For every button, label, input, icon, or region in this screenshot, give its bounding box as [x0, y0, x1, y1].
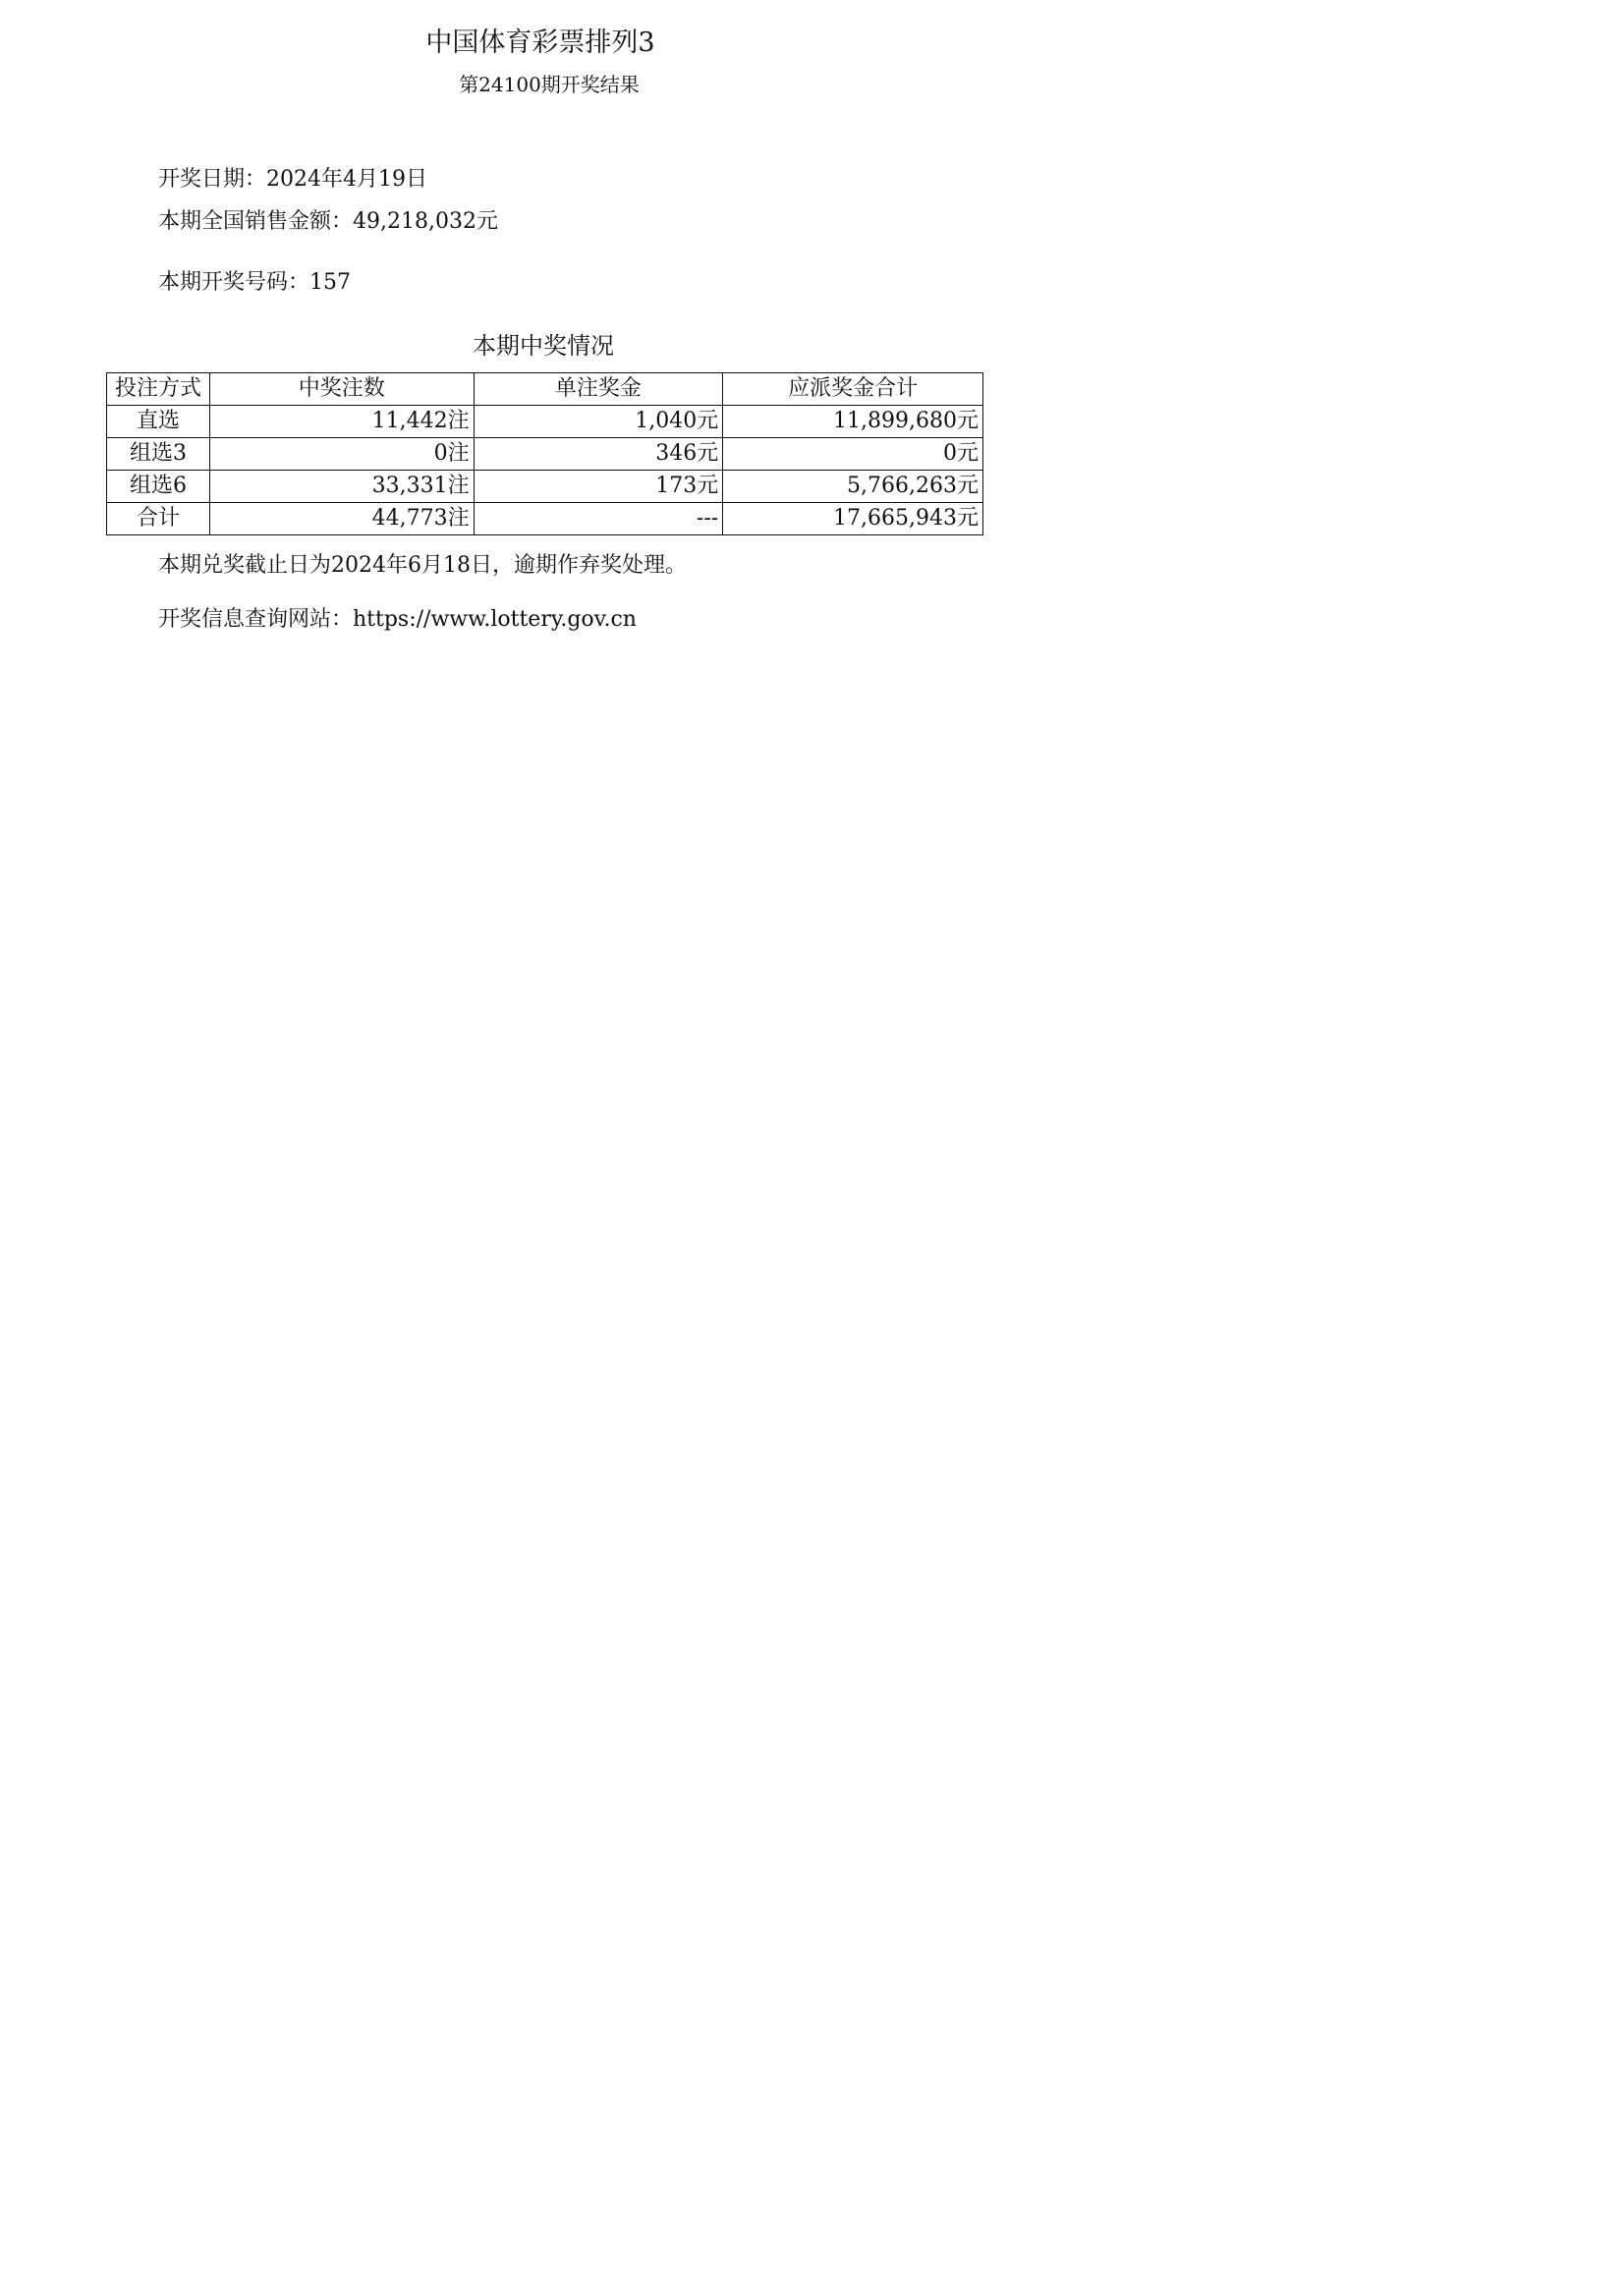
header-bet-type: 投注方式: [107, 373, 210, 406]
total-prize-cell: 11,899,680元: [723, 406, 983, 438]
document-title: 中国体育彩票排列3: [425, 28, 655, 58]
prize-table: [106, 372, 983, 535]
winning-number: 5: [323, 270, 338, 295]
website-info: 开奖信息查询网站：https://www.lottery.gov.cn: [158, 607, 637, 632]
winning-numbers: [158, 268, 351, 298]
total-prize-cell: 5,766,263元: [723, 471, 983, 503]
bet-type-cell: 直选: [107, 406, 210, 438]
winning-number: 1: [309, 270, 324, 295]
winning-number: 7: [337, 270, 352, 295]
draw-issue-subtitle: 第24100期开奖结果: [459, 73, 640, 96]
table-row-total: [107, 503, 983, 535]
unit-prize-cell: 346元: [474, 438, 723, 471]
bet-type-cell: 合计: [107, 503, 210, 535]
winning-numbers-label: 本期开奖号码：: [158, 270, 310, 295]
winning-count-cell: 44,773注: [209, 503, 474, 535]
winning-count-cell: 33,331注: [209, 471, 474, 503]
total-prize-cell: 17,665,943元: [723, 503, 983, 535]
bet-type-cell: 组选3: [107, 438, 210, 471]
table-row: [107, 406, 983, 438]
redeem-deadline-note: 本期兑奖截止日为2024年6月18日，逾期作弃奖处理。: [158, 553, 687, 578]
total-prize-cell: 0元: [723, 438, 983, 471]
header-winning-count: 中奖注数: [209, 373, 474, 406]
winning-count-cell: 0注: [209, 438, 474, 471]
table-header-row: [107, 373, 983, 406]
unit-prize-cell: 1,040元: [474, 406, 723, 438]
header-total-prize: 应派奖金合计: [723, 373, 983, 406]
winning-count-cell: 11,442注: [209, 406, 474, 438]
unit-prize-cell: 173元: [474, 471, 723, 503]
bet-type-cell: 组选6: [107, 471, 210, 503]
table-row: [107, 471, 983, 503]
draw-date: 开奖日期：2024年4月19日: [158, 167, 427, 192]
unit-prize-cell: ---: [474, 503, 723, 535]
prize-table-title: 本期中奖情况: [473, 332, 614, 360]
header-unit-prize: 单注奖金: [474, 373, 723, 406]
table-row: [107, 438, 983, 471]
sales-amount: 本期全国销售金额：49,218,032元: [158, 209, 498, 234]
